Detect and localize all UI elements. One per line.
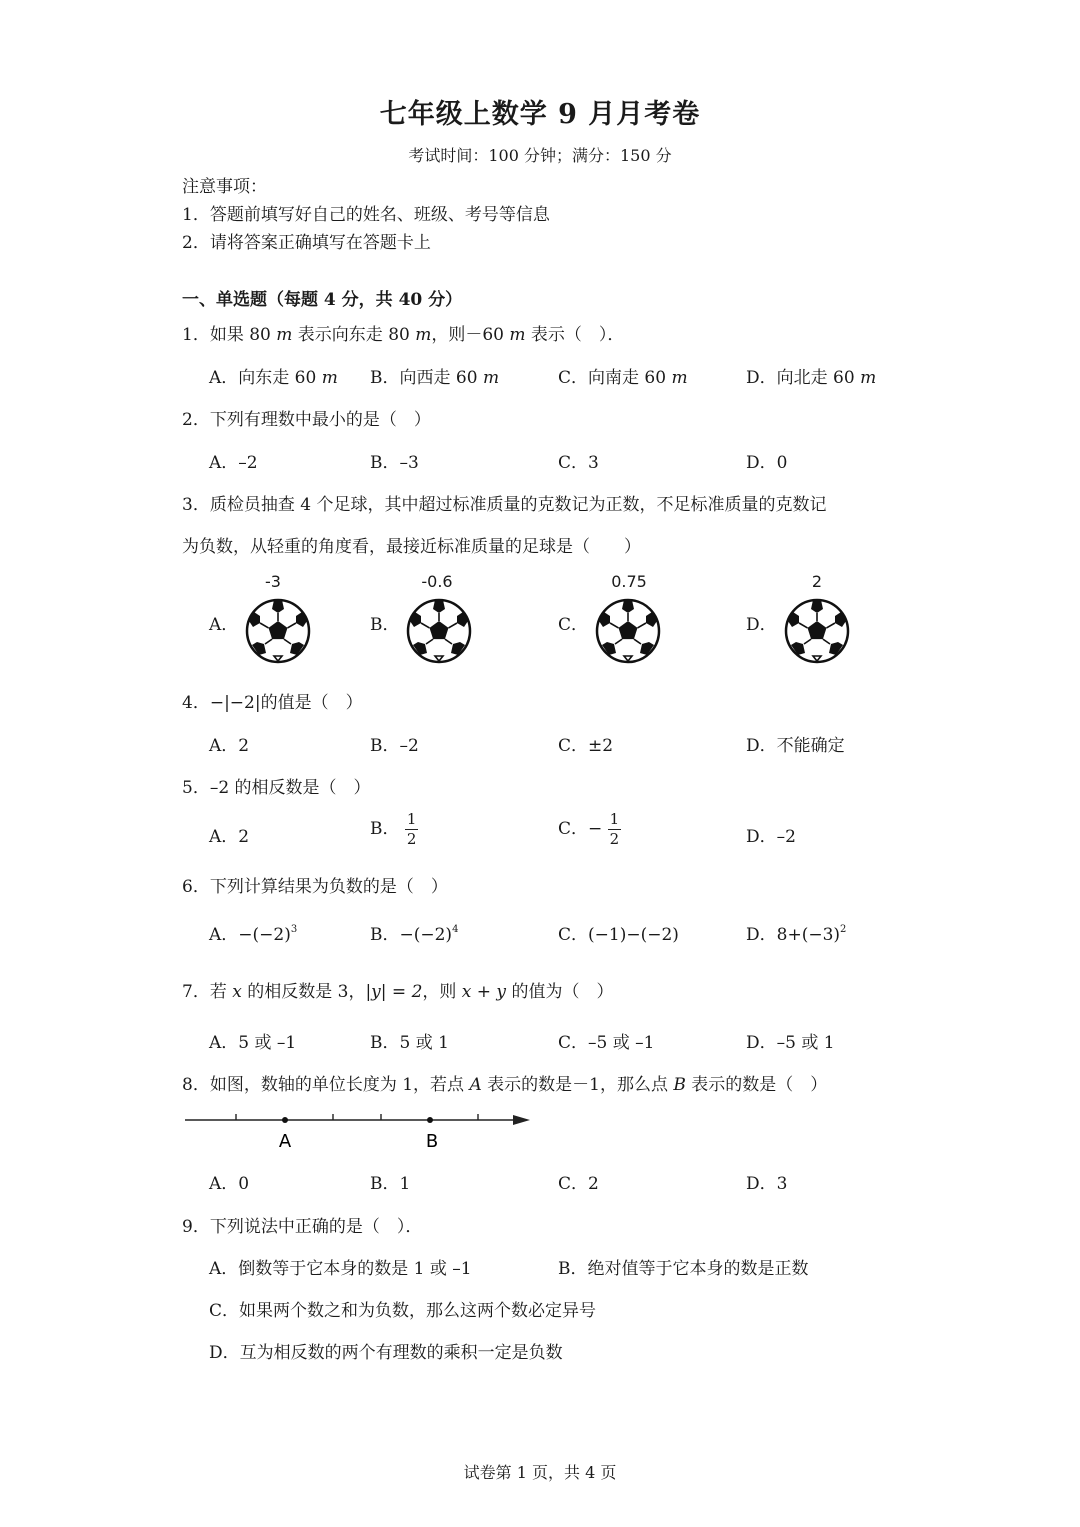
q1-option-d[interactable]: D．向北走 60 m — [746, 368, 877, 388]
q1-option-a[interactable]: A．向东走 60 m — [209, 368, 338, 388]
q1-option-b[interactable]: B．向西走 60 m — [370, 368, 500, 388]
arrow-right-icon — [513, 1115, 530, 1125]
q7-option-a[interactable]: A．5 或 –1 — [209, 1033, 297, 1053]
q8-option-c[interactable]: C．2 — [558, 1174, 599, 1194]
q7-option-c[interactable]: C．–5 或 –1 — [558, 1033, 655, 1053]
q1-option-c[interactable]: C．向南走 60 m — [558, 368, 688, 388]
q9-option-a[interactable]: A．倒数等于它本身的数是 1 或 –1 — [209, 1259, 472, 1279]
q5-stem: 5．–2 的相反数是（ ） — [182, 778, 371, 798]
q3-option-c-label[interactable]: C． — [558, 615, 589, 635]
q3-ball-c-value: 0.75 — [611, 572, 647, 591]
q2-stem: 2．下列有理数中最小的是（ ） — [182, 410, 431, 430]
q3-stem-line2: 为负数，从轻重的角度看，最接近标准质量的足球是（ ） — [182, 537, 641, 557]
q8-stem: 8．如图，数轴的单位长度为 1，若点 A 表示的数是－1，那么点 B 表示的数是（ ） — [182, 1075, 828, 1095]
q1-stem: 1．如果 80 m 表示向东走 80 m，则－60 m 表示（ ）． — [182, 325, 625, 345]
q4-stem: 4．−|−2|的值是（ ） — [182, 693, 363, 713]
exam-subtitle: 考试时间：100 分钟；满分：150 分 — [408, 146, 672, 165]
q2-option-b[interactable]: B．–3 — [370, 453, 419, 473]
q2-option-c[interactable]: C．3 — [558, 453, 599, 473]
q6-stem: 6．下列计算结果为负数的是（ ） — [182, 877, 448, 897]
page-number: 试卷第 1 页，共 4 页 — [463, 1463, 617, 1482]
q3-option-b-label[interactable]: B． — [370, 615, 400, 635]
q5-option-c[interactable]: C．− $\frac{1}{2}$ — [558, 810, 620, 848]
q9-option-b[interactable]: B．绝对值等于它本身的数是正数 — [558, 1259, 809, 1279]
point-a-label: A — [278, 1131, 292, 1152]
q4-option-d[interactable]: D．不能确定 — [746, 736, 845, 756]
fraction-one-half: $\frac{1}{2}$ — [609, 810, 620, 848]
q4-option-a[interactable]: A．2 — [209, 736, 250, 756]
point-a-dot — [282, 1117, 288, 1123]
soccer-ball-icon — [243, 596, 313, 666]
point-b-label: B — [425, 1131, 439, 1152]
q2-option-a[interactable]: A．–2 — [209, 453, 258, 473]
exam-title: 七年级上数学 9 月月考卷 — [379, 99, 701, 130]
q3-stem-line1: 3．质检员抽查 4 个足球，其中超过标准质量的克数记为正数，不足标准质量的克数记 — [182, 495, 827, 515]
q5-option-d[interactable]: D．–2 — [746, 827, 796, 847]
q4-option-c[interactable]: C．±2 — [558, 736, 614, 756]
q4-option-b[interactable]: B．–2 — [370, 736, 419, 756]
notice-item-2: 2．请将答案正确填写在答题卡上 — [182, 233, 431, 253]
q3-option-a-label[interactable]: A． — [209, 615, 239, 635]
soccer-ball-icon — [593, 596, 663, 666]
notice-heading: 注意事项： — [182, 177, 267, 197]
q7-option-b[interactable]: B．5 或 1 — [370, 1033, 449, 1053]
q7-stem: 7．若 x 的相反数是 3，|y| = 2，则 x + y 的值为（ ） — [182, 982, 614, 1002]
q3-option-d-label[interactable]: D． — [746, 615, 777, 635]
q9-option-c[interactable]: C．如果两个数之和为负数，那么这两个数必定异号 — [209, 1301, 597, 1321]
q5-option-a[interactable]: A．2 — [209, 827, 250, 847]
q6-option-b[interactable]: B．$-(-2)^4$ — [370, 924, 459, 945]
q8-option-a[interactable]: A．0 — [209, 1174, 250, 1194]
soccer-ball-icon — [782, 596, 852, 666]
q3-ball-d-value: 2 — [811, 572, 823, 591]
q3-ball-a-value: -3 — [265, 572, 281, 591]
q9-stem: 9．下列说法中正确的是（ ）． — [182, 1217, 423, 1237]
q6-option-c[interactable]: C．(−1)−(−2) — [558, 925, 679, 945]
point-b-dot — [427, 1117, 433, 1123]
notice-item-1: 1．答题前填写好自己的姓名、班级、考号等信息 — [182, 205, 550, 225]
q3-ball-b-value: -0.6 — [421, 572, 453, 591]
section-heading: 一、单选题（每题 4 分，共 40 分） — [182, 290, 463, 310]
q6-option-a[interactable]: A．$-(-2)^3$ — [209, 924, 298, 945]
q6-option-d[interactable]: D．$8+(-3)^2$ — [746, 924, 847, 945]
number-line — [180, 1105, 540, 1155]
q2-option-d[interactable]: D．0 — [746, 453, 788, 473]
q9-option-d[interactable]: D．互为相反数的两个有理数的乘积一定是负数 — [209, 1343, 563, 1363]
q7-option-d[interactable]: D．–5 或 1 — [746, 1033, 835, 1053]
soccer-ball-icon — [404, 596, 474, 666]
q8-option-d[interactable]: D．3 — [746, 1174, 788, 1194]
q5-option-b[interactable]: B． $\frac{1}{2}$ — [370, 810, 417, 848]
fraction-one-half: $\frac{1}{2}$ — [406, 810, 417, 848]
q8-option-b[interactable]: B．1 — [370, 1174, 411, 1194]
